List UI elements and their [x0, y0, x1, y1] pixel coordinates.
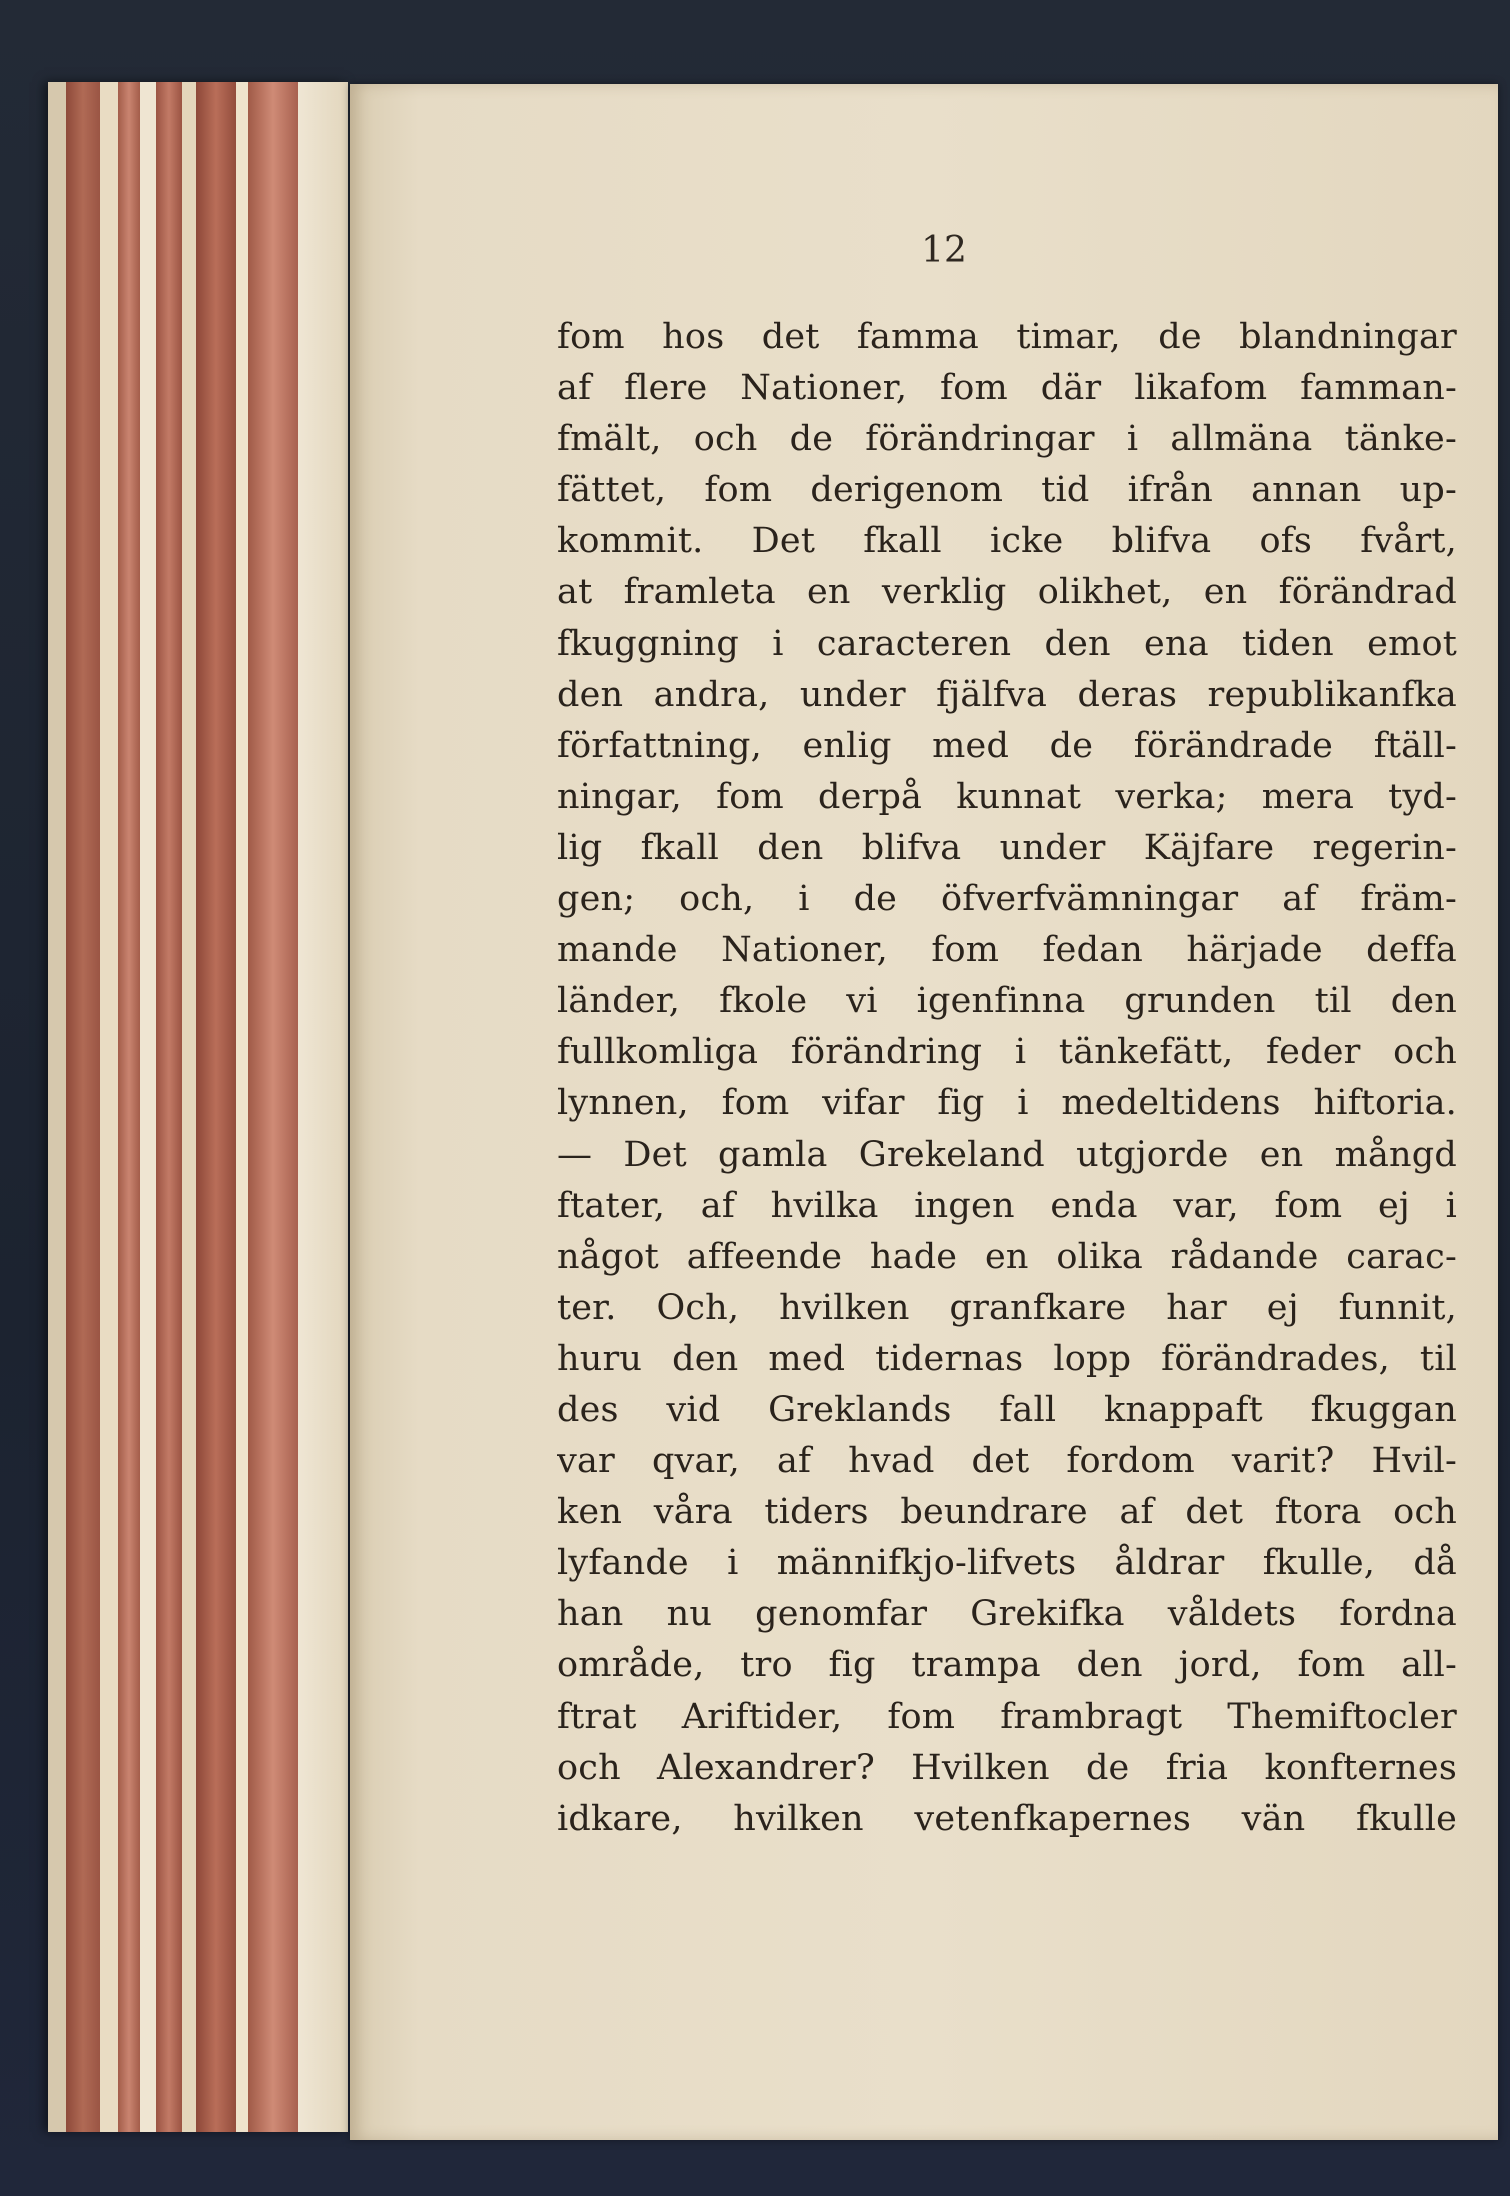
text-line: författning, enlig med de förändrade ftäll- — [557, 725, 1457, 766]
text-line: lyfande i männifkjo-lifvets åldrar fkulle, då — [557, 1543, 1457, 1584]
page-edges — [48, 82, 348, 2132]
text-line: des vid Greklands fall knappaft fkuggan — [557, 1389, 1457, 1430]
text-line: mande Nationer, fom fedan härjade deffa — [557, 930, 1457, 971]
text-line: at framleta en verklig olikhet, en förändrad — [557, 572, 1457, 613]
text-line: ter. Och, hvilken granfkare har ej funnit, — [557, 1287, 1457, 1328]
text-line: idkare, hvilken vetenfkapernes vän fkulle — [557, 1798, 1457, 1839]
text-line: den andra, under fjälfva deras republikanfka — [557, 674, 1457, 715]
text-line: fättet, fom derigenom tid ifrån annan up- — [557, 470, 1457, 511]
text-line: var qvar, af hvad det fordom varit? Hvil- — [557, 1441, 1457, 1482]
text-line: af flere Nationer, fom där likafom famman- — [557, 368, 1457, 409]
page-number: 12 — [921, 230, 967, 271]
text-line: område, tro fig trampa den jord, fom all- — [557, 1645, 1457, 1686]
book-page — [350, 84, 1498, 2140]
text-line: — Det gamla Grekeland utgjorde en mångd — [557, 1134, 1457, 1175]
text-line: ftrat Ariftider, fom frambragt Themiftocler — [557, 1696, 1457, 1737]
text-line: ftater, af hvilka ingen enda var, fom ej i — [557, 1185, 1457, 1226]
text-line: fkuggning i caracteren den ena tiden emot — [557, 623, 1457, 664]
text-line: huru den med tidernas lopp förändrades, til — [557, 1338, 1457, 1379]
text-line: lig fkall den blifva under Käjfare regerin- — [557, 827, 1457, 868]
text-line: gen; och, i de öfverfvämningar af främ- — [557, 879, 1457, 920]
text-line: kommit. Det fkall icke blifva ofs fvårt, — [557, 521, 1457, 562]
text-line: han nu genomfar Grekifka våldets fordna — [557, 1594, 1457, 1635]
text-line: och Alexandrer? Hvilken de fria konfternes — [557, 1747, 1457, 1788]
text-line: något affeende hade en olika rådande carac- — [557, 1236, 1457, 1277]
text-line: fom hos det famma timar, de blandningar — [557, 317, 1457, 357]
text-line: länder, fkole vi igenfinna grunden til den — [557, 981, 1457, 1022]
body-text — [557, 312, 1457, 1845]
text-line: ningar, fom derpå kunnat verka; mera tyd- — [557, 776, 1457, 817]
text-line: lynnen, fom vifar fig i medeltidens hiftoria. — [557, 1083, 1457, 1124]
text-line: fmält, och de förändringar i allmäna tänke- — [557, 419, 1457, 460]
text-line: ken våra tiders beundrare af det ftora och — [557, 1492, 1457, 1533]
text-line: fullkomliga förändring i tänkefätt, feder och — [557, 1032, 1457, 1073]
